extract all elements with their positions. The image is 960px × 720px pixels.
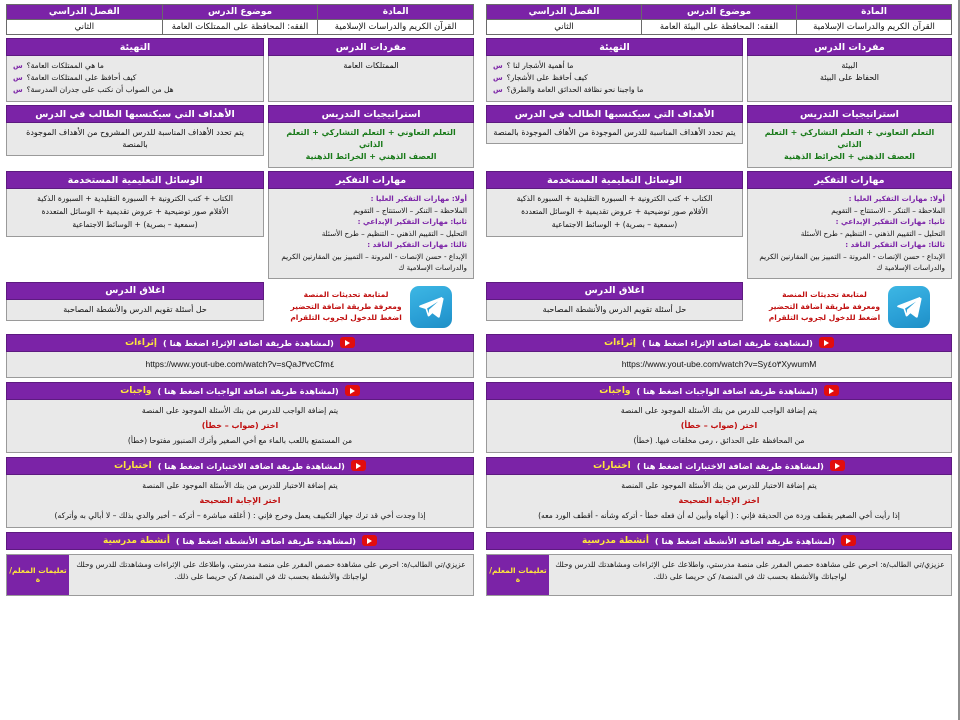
bullet-icon: س (493, 85, 503, 94)
homework-body (486, 400, 952, 453)
bullet-icon: س (493, 73, 503, 82)
youtube-icon[interactable] (819, 337, 834, 348)
youtube-icon[interactable] (362, 535, 377, 546)
vocab-item: البيئة (841, 61, 858, 70)
closing-platform-row (486, 282, 952, 330)
vocab-body (747, 56, 952, 102)
closing-body: حل أسئلة تقويم الدرس والأنشطة المصاحبة (486, 300, 743, 321)
objectives-body: يتم تحدد الأهداف المناسبة للدرس الموجودة من الأهاف الموجودة بالمنصة (486, 123, 743, 144)
header-topic-label: موضوع الدرس (642, 5, 797, 20)
warmup-question: س ما أهمية الأشجار لنا ؟ (493, 61, 574, 70)
thinking-body (268, 189, 474, 279)
thinking-group: أولا: مهارات التفكير العليا : الملاحظة – التنكر – الاستنتاج – التقويم (353, 194, 467, 215)
thinking-group: ثانيا: مهارات التفكير الإبداعي : التحليل – التقييم الذهني – التنظيم - طرح الأسئلة (800, 217, 945, 238)
platform-note-section (747, 282, 952, 330)
media-line-1: الكتاب + كتب الكترونية + السبورة التقليدية + السبورة الذكية (37, 194, 233, 203)
platform-note-line-3: اضغط للدخول لجروب التلقرام (290, 313, 402, 323)
strategies-line-1: التعلم التعاوني + التعلم التشاركي + التعلم الذاتي (286, 128, 456, 149)
thinking-group: أولا: مهارات التفكير العليا : الملاحظة – التنكر – الاستنتاج – التقويم (831, 194, 945, 215)
activities-band[interactable] (6, 532, 474, 550)
objectives-section (486, 105, 743, 168)
bullet-icon: س (13, 73, 23, 82)
thinking-section (747, 171, 952, 279)
teacher-note-section (486, 554, 952, 596)
strategies-line-2: العصف الذهني + الخرائط الذهنية (305, 152, 437, 161)
homework-band[interactable] (486, 382, 952, 400)
enrichment-label: إثراءات (125, 337, 157, 348)
objectives-title: الأهداف التي سيكتسبها الطالب في الدرس (6, 105, 264, 123)
tests-highlight: اختر الإجابة الصحيحة (199, 495, 281, 505)
warmup-vocab-row (486, 38, 952, 102)
homework-text: يتم إضافة الواجب للدرس من بنك الأسئلة الموجود على المنصة (141, 405, 339, 415)
tests-example: إذا وجدت أخي قد ترك جهاز التكييف يعمل وخرج فإني : ( أغلقه مباشرة – أتركه – أخبر والدي بذلك – لا أبالي به وأتركه) (54, 510, 426, 520)
media-line-2: الأقلام صور توضيحية + عروض تقديمية + الوسائل المتعددة (41, 206, 229, 216)
strategies-section (747, 105, 952, 168)
media-body (6, 189, 264, 237)
tests-band[interactable] (486, 457, 952, 475)
youtube-icon[interactable] (351, 460, 366, 471)
header-subject-value: القرآن الكريم والدراسات الإسلامية (797, 20, 952, 35)
media-thinking-row (486, 171, 952, 279)
media-title: الوسائل التعليمية المستخدمة (6, 171, 264, 189)
platform-note-text (769, 289, 880, 324)
enrichment-sub-label: (لمشاهدة طريقة اضافة الإثراء اضغط هنا ) (641, 337, 813, 348)
enrichment-sub-label: (لمشاهدة طريقة اضافة الإثراء اضغط هنا ) (162, 337, 334, 348)
header-subject-label: المادة (318, 5, 474, 20)
warmup-body (6, 56, 264, 102)
tests-text: يتم إضافة الاختبار للدرس من بنك الأسئلة الموجود على المنصة (621, 480, 817, 490)
header-topic-value: الفقه: المحافظة على الممتلكات العامة (162, 20, 318, 35)
warmup-section (486, 38, 743, 102)
vocab-title: مفردات الدرس (268, 38, 474, 56)
media-section (486, 171, 743, 279)
homework-highlight: اختر (صواب – خطأ) (201, 420, 279, 430)
vocab-item: الحفاظ على البيئة (819, 73, 880, 82)
warmup-question: س ما هي الممتلكات العامة؟ (13, 61, 104, 70)
closing-section (486, 282, 743, 330)
strategies-line-1: التعلم التعاوني + التعلم التشاركي + التعلم الذاتي (764, 128, 935, 149)
closing-title: اغلاق الدرس (6, 282, 264, 300)
header-term-value: الثاني (7, 20, 163, 35)
media-section (6, 171, 264, 279)
vocab-item: الممتلكات العامة (343, 61, 399, 70)
platform-note-section (268, 282, 474, 330)
platform-note-line-1: لمتابعة تحديثات المنصة (782, 290, 867, 300)
strategies-line-2: العصف الذهني + الخرائط الذهنية (784, 152, 915, 161)
warmup-vocab-row (6, 38, 474, 102)
activities-sub-label: (لمشاهدة طريقة اضافة الأنشطة اضغط هنا ) (175, 535, 357, 546)
homework-text: يتم إضافة الواجب للدرس من بنك الأسئلة الموجود على المنصة (620, 405, 818, 415)
enrichment-link[interactable]: https://www.yout-ube.com/watch?v=Sy٤o٣XywumM (486, 352, 952, 378)
closing-platform-row (6, 282, 474, 330)
homework-label: واجبات (599, 385, 631, 396)
teacher-note-label: تعليمات المعلم/ة (7, 555, 69, 595)
activities-band[interactable] (486, 532, 952, 550)
platform-note-line-2: ومعرفة طريقة اضافة التحضير (768, 301, 881, 311)
enrichment-band[interactable] (6, 334, 474, 352)
homework-sub-label: (لمشاهدة طريقة اضافة الواجبات اضغط هنا ) (157, 385, 339, 396)
enrichment-label: إثراءات (604, 337, 636, 348)
bullet-icon: س (13, 62, 23, 70)
thinking-group: ثالثا: مهارات التفكير الناقد : الإبداع - حسن الإنصات - المرونة – التمييز بين المقارنين الكريم والدراسات الإسلامية ك (759, 240, 945, 273)
teacher-note-section (6, 554, 474, 596)
tests-example: إذا رأيت أخي الصغير يقطف وردة من الحديقة فإني : ( أنهاه وأبين له أن فعله خطأ - أتركه وشأنه - أقطف الورد معه) (538, 510, 900, 520)
bullet-icon: س (493, 62, 503, 70)
header-subject-value: القرآن الكريم والدراسات الإسلامية (318, 20, 474, 35)
bullet-icon: س (13, 85, 23, 94)
closing-section (6, 282, 264, 330)
header-topic-label: موضوع الدرس (162, 5, 318, 20)
enrichment-link[interactable]: https://www.yout-ube.com/watch?v=sQaJ٣vcCfm٤ (6, 352, 474, 378)
homework-label: واجبات (120, 385, 152, 396)
homework-band[interactable] (6, 382, 474, 400)
strategies-body (747, 123, 952, 168)
strategies-body (268, 123, 474, 168)
vocab-body (268, 56, 474, 102)
youtube-icon[interactable] (841, 535, 856, 546)
tests-body (486, 475, 952, 528)
homework-sub-label: (لمشاهدة طريقة اضافة الواجبات اضغط هنا ) (636, 385, 818, 396)
warmup-question: س كيف أحافظ على الممتلكات العامة؟ (13, 72, 137, 82)
teacher-note-text: عزيزي/تي الطالب/ة: احرص على مشاهدة حصص المقرر على منصة مدرستي، واطلاعك على الإثراءات ومشاهدتك للدرس وحلك لواجباتك والأنشطة بحسب ثك في المنصة/ كن حريصا على ذلك. (76, 559, 466, 582)
warmup-question: س كيف أحافظ على الأشجار؟ (493, 72, 588, 82)
platform-note-line-3: اضغط للدخول لجروب التلقرام (768, 313, 881, 323)
warmup-question: س ما واجبنا نحو نظافة الحدائق العامة والطرق؟ (493, 84, 644, 94)
tests-band[interactable] (6, 457, 474, 475)
platform-note-line-1: لمتابعة تحديثات المنصة (303, 290, 389, 300)
header-term-label: الفصل الدراسي (487, 5, 642, 20)
tests-label: اختبارات (593, 460, 631, 471)
lesson-sheet-left (480, 0, 960, 720)
media-line-3: (سمعية – بصرية) + الوسائط الاجتماعية (551, 219, 678, 229)
header-topic-value: الفقه: المحافظة على البيئة العامة (642, 20, 797, 35)
vocab-title: مفردات الدرس (747, 38, 952, 56)
header-term-value: الثاني (487, 20, 642, 35)
media-body (486, 189, 743, 237)
warmup-title: التهيئة (486, 38, 743, 56)
youtube-icon[interactable] (340, 337, 355, 348)
homework-highlight: اختر (صواب – خطأ) (680, 420, 758, 430)
tests-highlight: اختر الإجابة الصحيحة (678, 495, 760, 505)
platform-note-text (290, 289, 401, 324)
teacher-note-label: تعليمات المعلم/ة (487, 555, 549, 595)
vocab-section (268, 38, 474, 102)
sheet-header-table (486, 4, 952, 35)
tests-sub-label: (لمشاهدة طريقة اضافة الاختبارات اضغط هنا ) (157, 460, 345, 471)
media-thinking-row (6, 171, 474, 279)
media-line-3: (سمعية – بصرية) + الوسائط الاجتماعية (72, 219, 198, 229)
youtube-icon[interactable] (824, 385, 839, 396)
tests-label: اختبارات (114, 460, 152, 471)
activities-label: أنشطة مدرسية (102, 535, 170, 546)
objectives-section (6, 105, 264, 168)
platform-note-line-2: ومعرفة طريقة اضافة التحضير (290, 301, 402, 311)
tests-text: يتم إضافة الاختبار للدرس من بنك الأسئلة الموجود على المنصة (142, 480, 338, 490)
thinking-body (747, 189, 952, 279)
closing-title: اغلاق الدرس (486, 282, 743, 300)
media-line-1: الكتاب + كتب الكترونية + السبورة التقليدية + السبورة الذكية (516, 194, 713, 203)
strategies-section (268, 105, 474, 168)
activities-sub-label: (لمشاهدة طريقة اضافة الأنشطة اضغط هنا ) (654, 535, 836, 546)
sheet-header-table (6, 4, 474, 35)
warmup-question: س هل من الصواب أن نكتب على جدران المدرسة؟ (13, 84, 174, 94)
objectives-title: الأهداف التي سيكتسبها الطالب في الدرس (486, 105, 743, 123)
header-subject-label: المادة (797, 5, 952, 20)
warmup-title: التهيئة (6, 38, 264, 56)
thinking-group: ثانيا: مهارات التفكير الإبداعي : التحليل – التقييم الذهني – التنظيم – طرح الأسئلة (321, 217, 467, 238)
telegram-icon[interactable] (888, 286, 930, 328)
homework-body (6, 400, 474, 453)
warmup-section (6, 38, 264, 102)
media-line-2: الأقلام صور توضيحية + عروض تقديمية + الوسائل المتعددة (521, 206, 708, 216)
objectives-strategies-row (486, 105, 952, 168)
thinking-section (268, 171, 474, 279)
enrichment-band[interactable] (486, 334, 952, 352)
tests-sub-label: (لمشاهدة طريقة اضافة الاختبارات اضغط هنا ) (636, 460, 824, 471)
warmup-body (486, 56, 743, 102)
strategies-title: استراتيجيات التدريس (747, 105, 952, 123)
header-term-label: الفصل الدراسي (7, 5, 163, 20)
thinking-title: مهارات التفكير (747, 171, 952, 189)
youtube-icon[interactable] (830, 460, 845, 471)
objectives-strategies-row (6, 105, 474, 168)
teacher-note-text: عزيزي/تي الطالب/ة: احرص على مشاهدة حصص المقرر على منصة مدرستي، واطلاعك على الإثراءات ومشاهدتك للدرس وحلك لواجباتك والأنشطة بحسب ثك في المنصة/ كن حريصا على ذلك. (555, 559, 945, 582)
homework-example: من المستمتع باللعب بالماء مع أخي الصغير وأترك الصنبور مفتوحا (خطأ) (127, 435, 353, 445)
homework-example: من المحافظة على الحدائق ، رمى مخلفات فيها. (خطأ) (633, 435, 805, 445)
telegram-icon[interactable] (410, 286, 452, 328)
youtube-icon[interactable] (345, 385, 360, 396)
thinking-title: مهارات التفكير (268, 171, 474, 189)
objectives-body: يتم تحدد الأهداف المناسبة للدرس المشروح من الأهداف الموجودة بالمنصة (6, 123, 264, 156)
closing-body: حل أسئلة تقويم الدرس والأنشطة المصاحبة (6, 300, 264, 321)
strategies-title: استراتيجيات التدريس (268, 105, 474, 123)
activities-label: أنشطة مدرسية (581, 535, 649, 546)
media-title: الوسائل التعليمية المستخدمة (486, 171, 743, 189)
thinking-group: ثالثا: مهارات التفكير الناقد : الإبداع - حسن الإنصات - المرونة – التمييز بين المقارنين الكريم والدراسات الإسلامية ك (281, 240, 467, 273)
vocab-section (747, 38, 952, 102)
tests-body (6, 475, 474, 528)
